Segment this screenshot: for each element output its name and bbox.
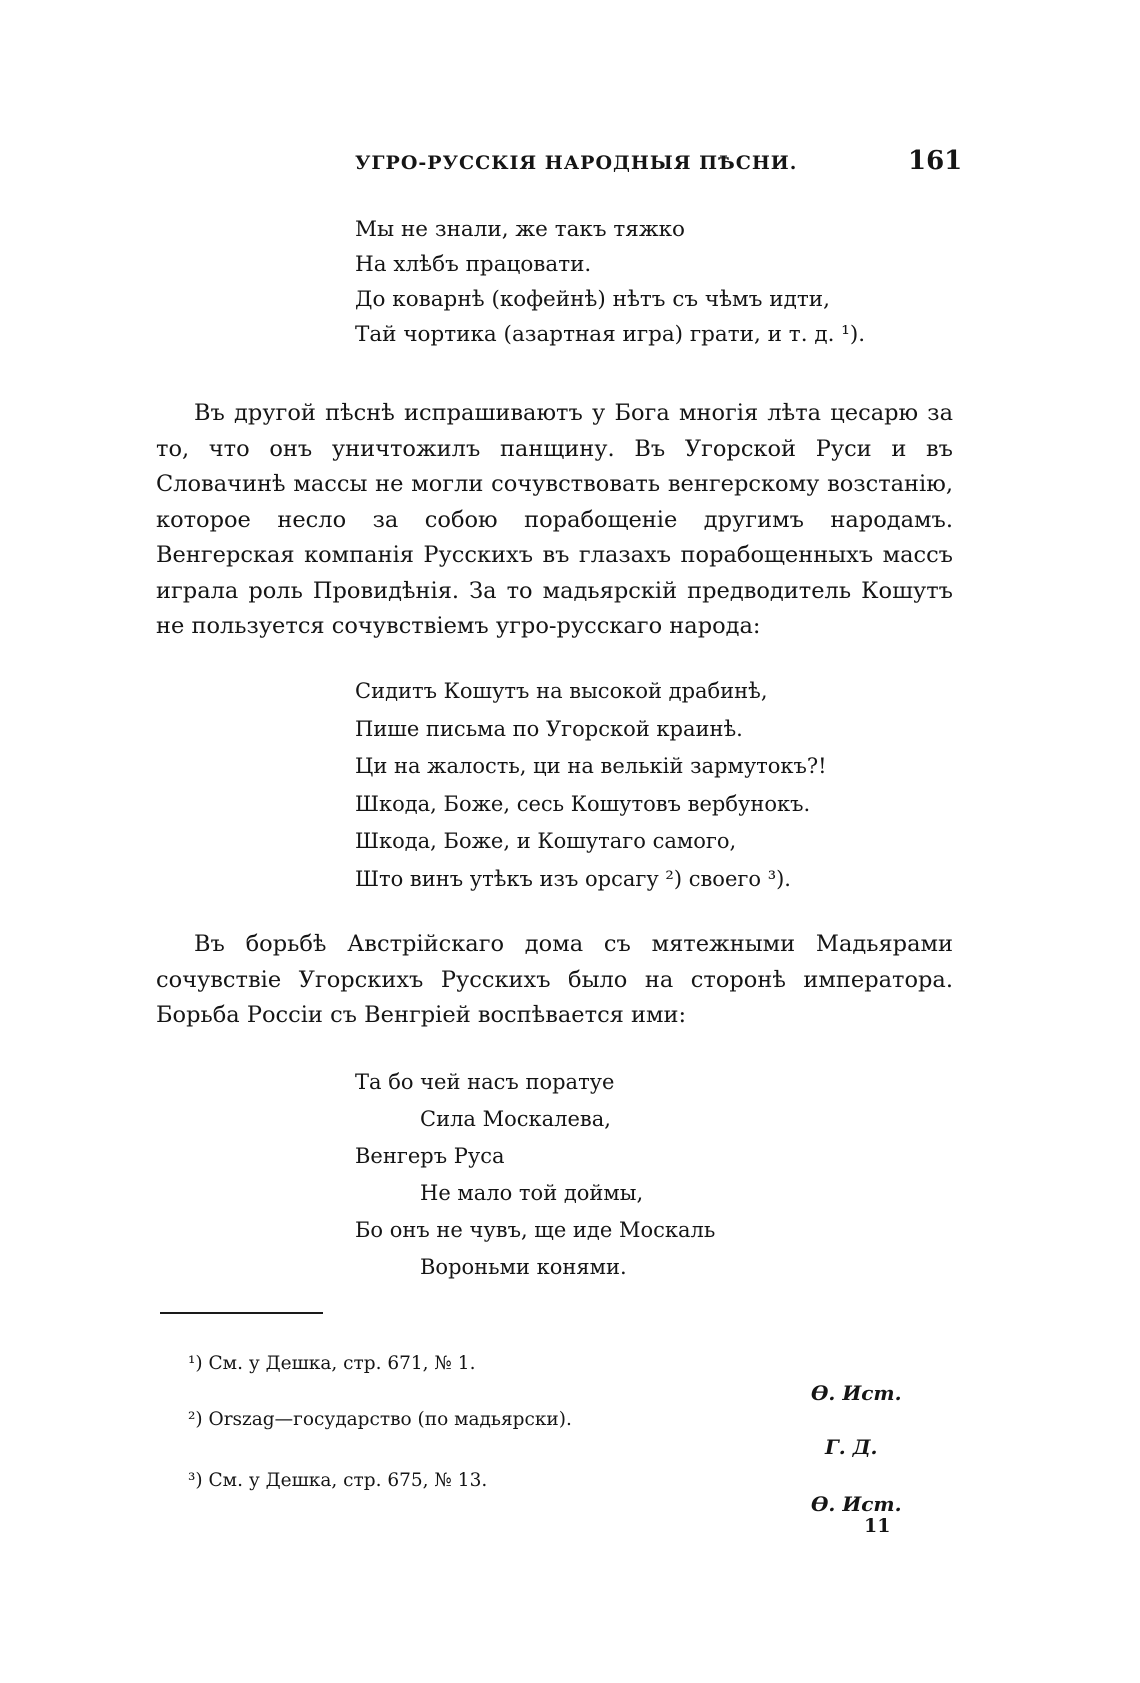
page-number: 161 [908, 146, 963, 176]
verse-line: Шкода, Боже, и Кошутаго самого, [355, 829, 737, 853]
footnote-text: Orszag—государство (по мадьярски). [208, 1409, 572, 1430]
paragraph-1: Въ другой пѣснѣ испрашиваютъ у Бога многія лѣта цесарю за то, что онъ уничтожилъ панщину. Въ Угорской Руси и въ Словачинѣ массы не могли сочувствовать венгерскому возстанію, которое несло за собою порабощеніе другимъ народамъ. Венгерская компанія Русскихъ въ глазахъ порабощенныхъ массъ играла роль Провидѣнія. За то мадьярскій предводитель Кошутъ не пользуется сочувствіемъ угро-русскаго народа: [156, 400, 953, 639]
footnote-signature: Ѳ. Ист. [811, 1381, 902, 1405]
footnote-text: См. у Дешка, стр. 671, № 1. [208, 1353, 476, 1374]
footnote-marker: ²) [188, 1409, 203, 1430]
verse-line: Венгеръ Руса [355, 1144, 505, 1168]
footnote-1 [188, 1353, 475, 1374]
verse-block-2 [355, 673, 827, 898]
verse-line-indented: Вороньми конями. [420, 1255, 627, 1279]
verse-line: Тай чортика (азартная игра) грати, и т. д. ¹). [355, 322, 866, 347]
footnote-text: См. у Дешка, стр. 675, № 13. [208, 1470, 488, 1491]
footnote-signature: Г. Д. [825, 1435, 878, 1459]
verse-block-1 [355, 212, 865, 352]
verse-line: Што винъ утѣкъ изъ орсагу ²) своего ³). [355, 866, 791, 891]
verse-line: Сидитъ Кошутъ на высокой драбинѣ, [355, 679, 768, 703]
footnote-marker: ¹) [188, 1353, 203, 1374]
verse-line-indented: Не мало той доймы, [420, 1181, 644, 1205]
footnote-signature: Ѳ. Ист. [811, 1492, 902, 1516]
verse-block-3 [355, 1064, 715, 1286]
verse-line: Пише письма по Угорской краинѣ. [355, 716, 743, 741]
verse-line: До коварнѣ (кофейнѣ) нѣтъ съ чѣмъ идти, [355, 287, 830, 312]
verse-line: Бо онъ не чувъ, ще иде Москаль [355, 1218, 716, 1242]
footnote-2 [188, 1409, 572, 1430]
footnote-marker: ³) [188, 1470, 203, 1491]
running-title: УГРО-РУССКІЯ НАРОДНЫЯ ПѢСНИ. [355, 152, 798, 174]
paragraph-2: Въ борьбѣ Австрійскаго дома съ мятежными Мадьярами сочувствіе Угорскихъ Русскихъ было на сторонѣ императора. Борьба Россіи съ Венгріей воспѣвается ими: [156, 931, 953, 1028]
verse-line: Мы не знали, же такъ тяжко [355, 217, 685, 242]
verse-line: На хлѣбъ працовати. [355, 252, 592, 277]
verse-line-indented: Сила Москалева, [420, 1107, 611, 1131]
verse-line: Та бо чей насъ поратуе [355, 1070, 615, 1094]
verse-line: Шкода, Боже, сесь Кошутовъ вербунокъ. [355, 791, 811, 816]
footnote-separator [160, 1312, 323, 1314]
printer-signature-mark: 11 [864, 1515, 891, 1537]
verse-line: Ци на жалость, ци на велькій зармутокъ?! [355, 754, 827, 778]
footnote-3 [188, 1470, 487, 1491]
